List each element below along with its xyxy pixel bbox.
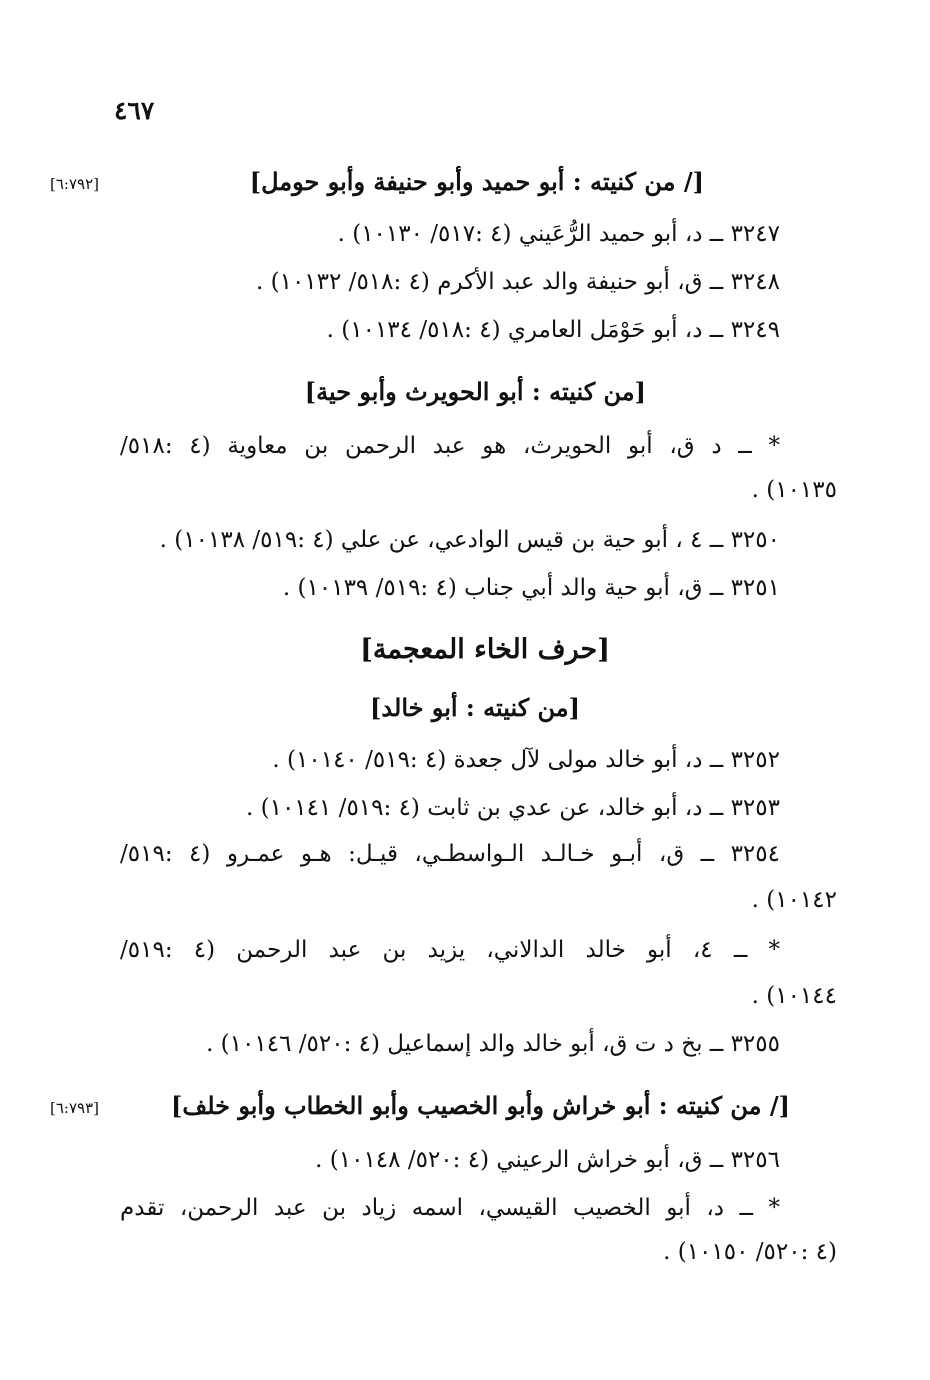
cross-reference-line: (٤ :٥٢٠/ ١٠١٥٠) . [663, 1239, 837, 1265]
entry-3256: ٣٢٥٦ ــ ق، أبو خراش الرعيني (٤ :٥٢٠/ ١٠١٤٨) . [315, 1147, 780, 1173]
cross-reference-line: ١٠١٣٥) . [751, 477, 837, 503]
entry-3254: ٣٢٥٤ ــ ق، أبـو خـالـد الـواسطـي، قيـل: هـو عمـرو (٤ :٥١٩/ [120, 841, 780, 867]
page-number: ٤٦٧ [114, 96, 155, 125]
chapter-heading: [حرف الخاء المعجمة] [360, 634, 610, 665]
cross-reference-line: * ــ د، أبو الخصيب القيسي، اسمه زياد بن عبد الرحمن، تقدم [120, 1195, 780, 1221]
volume-reference: [٦:٧٩٢] [50, 175, 99, 193]
entry-3254-continued: ١٠١٤٢) . [751, 887, 837, 913]
entry-3255: ٣٢٥٥ ــ بخ د ت ق، أبو خالد والد إسماعيل (٤ :٥٢٠/ ١٠١٤٦) . [206, 1031, 780, 1057]
section-heading: [من كنيته : أبو الحويرث وأبو حية] [304, 377, 646, 406]
cross-reference-line: * ــ د ق، أبو الحويرث، هو عبد الرحمن بن معاوية (٤ :٥١٨/ [120, 433, 780, 459]
cross-reference-line: * ــ ٤، أبو خالد الدالاني، يزيد بن عبد الرحمن (٤ :٥١٩/ [120, 937, 780, 963]
entry-3253: ٣٢٥٣ ــ د، أبو خالد، عن عدي بن ثابت (٤ :٥١٩/ ١٠١٤١) . [245, 795, 780, 821]
entry-3248: ٣٢٤٨ ــ ق، أبو حنيفة والد عبد الأكرم (٤ :٥١٨/ ١٠١٣٢) . [255, 269, 780, 295]
entry-3247: ٣٢٤٧ ــ د، أبو حميد الرُّعَيني (٤ :٥١٧/ ١٠١٣٠) . [337, 221, 780, 247]
entry-3252: ٣٢٥٢ ــ د، أبو خالد مولى لآل جعدة (٤ :٥١٩/ ١٠١٤٠) . [272, 747, 780, 773]
entry-3250: ٣٢٥٠ ــ ٤ ، أبو حية بن قيس الوادعي، عن علي (٤ :٥١٩/ ١٠١٣٨) . [159, 527, 780, 553]
entry-3251: ٣٢٥١ ــ ق، أبو حية والد أبي جناب (٤ :٥١٩/ ١٠١٣٩) . [282, 575, 780, 601]
section-heading: [من كنيته : أبو خالد] [370, 693, 580, 722]
section-heading: [/ من كنيته : أبو حميد وأبو حنيفة وأبو حومل] [249, 167, 704, 196]
volume-reference: [٦:٧٩٣] [50, 1099, 99, 1117]
cross-reference-line: ١٠١٤٤) . [751, 983, 837, 1009]
entry-3249: ٣٢٤٩ ــ د، أبو حَوْمَل العامري (٤ :٥١٨/ ١٠١٣٤) . [326, 317, 780, 343]
section-heading: [/ من كنيته : أبو خراش وأبو الخصيب وأبو الخطاب وأبو خلف] [171, 1091, 790, 1120]
